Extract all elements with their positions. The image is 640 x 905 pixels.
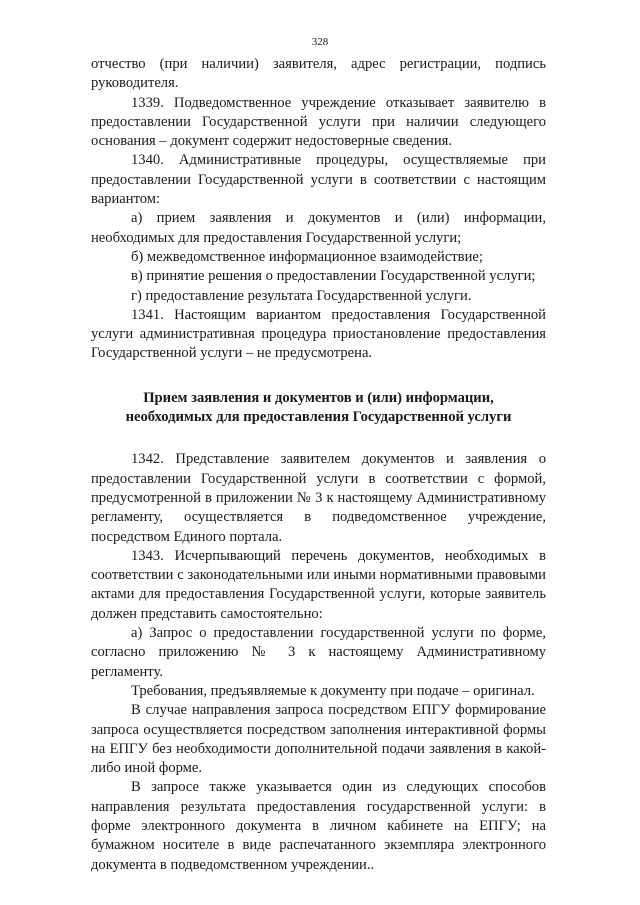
- paragraph-1342: 1342. Представление заявителем документов и заявления о предоставлении Государственной услуги в соответствии с формой, предусмотренной в приложении № 3 к настоящему Административному регламенту, осуществляется в подведомственное учреждение, посредством Единого портала.: [91, 451, 546, 545]
- paragraph-1340: 1340. Административные процедуры, осуществляемые при предоставлении Государственной услуги в соответствии с настоящим вариантом:: [91, 152, 546, 208]
- list-item-a: а) прием заявления и документов и (или) информации, необходимых для предоставления Государственной услуги;: [91, 210, 546, 246]
- section-heading: [91, 389, 546, 428]
- document-body: [91, 55, 546, 875]
- page-number: 328: [311, 36, 329, 48]
- section-heading-line-1: Прием заявления и документов и (или) информации,: [143, 389, 494, 406]
- paragraph-requirements: Требования, предъявляемые к документу при подаче – оригинал.: [131, 682, 535, 699]
- paragraph-1343: 1343. Исчерпывающий перечень документов, необходимых в соответствии с законодательными или иными нормативными правовыми актами для предоставления Государственной услуги, которые заявитель должен представить самостоятельно:: [91, 547, 546, 622]
- paragraph-continuation: отчество (при наличии) заявителя, адрес регистрации, подпись руководителя.: [91, 56, 546, 92]
- list-item-request: а) Запрос о предоставлении государственной услуги по форме, согласно приложению № 3 к настоящему Административному регламенту.: [91, 625, 546, 680]
- paragraph-epgu-request: В случае направления запроса посредством ЕПГУ формирование запроса осуществляется посредством заполнения интерактивной формы на ЕПГУ без необходимости дополнительной подачи заявления в какой-либо иной форме.: [91, 702, 546, 777]
- section-heading-line-2: необходимых для предоставления Государственной услуги: [125, 409, 512, 426]
- paragraph-1341: 1341. Настоящим вариантом предоставления Государственной услуги административная процедура приостановление предоставления Государственной услуги – не предусмотрена.: [91, 306, 546, 362]
- paragraph-1339: 1339. Подведомственное учреждение отказывает заявителю в предоставлении Государственной услуги при наличии следующего основания – документ содержит недостоверные сведения.: [91, 94, 546, 150]
- list-item-g: г) предоставление результата Государственной услуги.: [131, 287, 472, 304]
- paragraph-result-methods: В запросе также указывается один из следующих способов направления результата предоставления государственной услуги: в форме электронного документа в личном кабинете на ЕПГУ; на бумажном носителе в виде распечатанного экземпляра электронного документа в подведомственном учреждении..: [91, 779, 546, 873]
- list-item-v: в) принятие решения о предоставлении Государственной услуги;: [131, 268, 536, 285]
- list-item-b: б) межведомственное информационное взаимодействие;: [131, 248, 483, 265]
